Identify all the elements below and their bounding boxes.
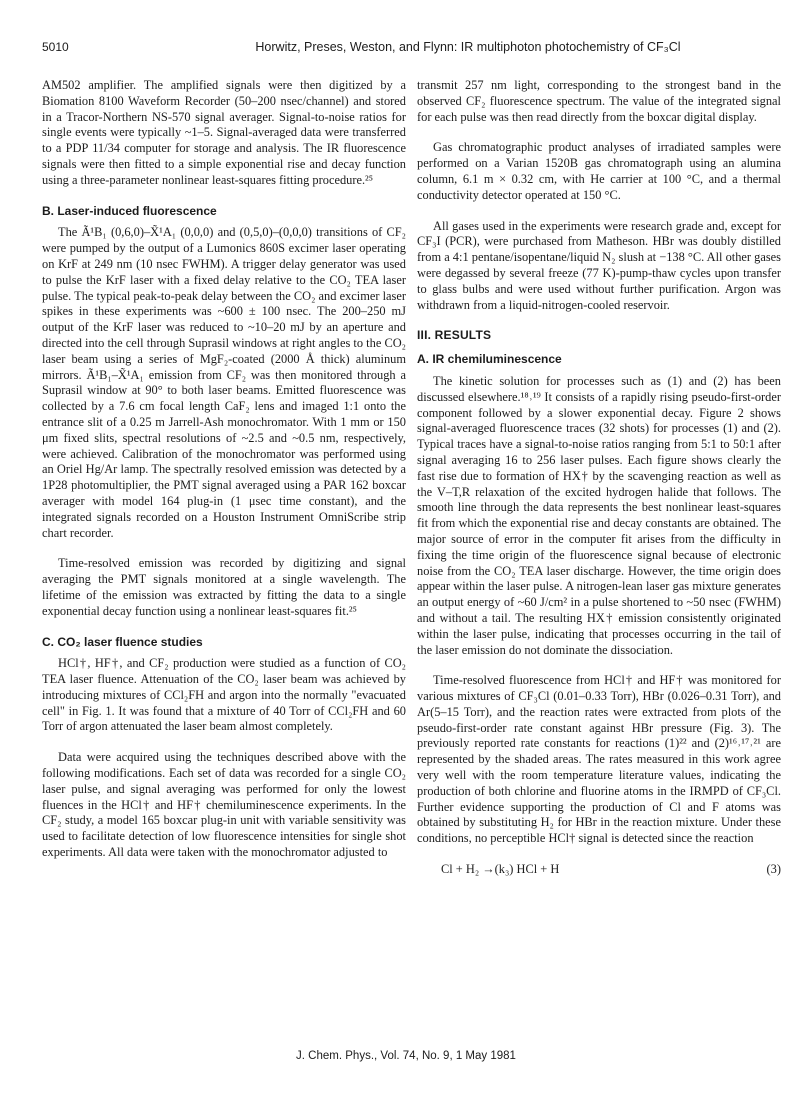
left-column xyxy=(42,78,406,876)
right-column xyxy=(417,78,781,880)
paragraph-transmit: transmit 257 nm light, corresponding to the strongest band in the observed CF₂ fluorescence spectrum. The value of the integrated signal for each pulse was then read directly from the boxcar digital display. xyxy=(417,78,781,124)
page-number: 5010 xyxy=(42,40,69,54)
paragraph-time-resolved: Time-resolved emission was recorded by digitizing and signal averaging the PMT signals monitored at a single wavelength. The lifetime of the emission was extracted by fitting the data to a single exponential decay function using a nonlinear least-squares fit.²⁵ xyxy=(42,556,406,618)
running-title: Horwitz, Preses, Weston, and Flynn: IR multiphoton photochemistry of CF₃Cl xyxy=(255,40,681,54)
paragraph-kinetic-solution: The kinetic solution for processes such as (1) and (2) has been discussed elsewhere.¹⁸˒¹⁹ It consists of a rapidly rising pseudo-first-order component followed by a slower exponential decay. Figure 2 shows signal-averaged fluorescence traces (32 shots) for processes (1) and (2). Typical traces have a signal-to-noise ratios ranging from 5:1 to 50:1 after signal averaging 16 to 256 laser pulses. Each figure shows clearly the fast rise due to formation of HX† by the scavenging reaction as well as the V–T,R relaxation of the excited hydrogen halide that follows. The smooth line through the data represents the best nonlinear least-squares fit from which the exponential rise and decay constants are obtained. The major source of error in the computer fit arises from the difficulty in fixing the time origin of the fluorescence signal because of electronic noise from the CO₂ TEA laser discharge. However, the time origin does appear within the laser pulse. A nitrogen-lean laser gas mixture generates an output energy of ~60 J/cm² in a pulse shortened to ~50 nsec (FWHM) and without a tail. The resulting HX† emission consistently originated within the laser pulse, indicating that processes occurring in the tail of the laser emission do not dominate the dissociation. xyxy=(417,373,781,657)
paragraph-lif-setup: The Ã¹B₁ (0,6,0)–X̃¹A₁ (0,0,0) and (0,5,0)–(0,0,0) transitions of CF₂ were pumped by the output of a Lumonics 860S excimer laser operating on KrF at 249 nm (10 nsec FWHM). A trigger delay generator was used to pulse the KrF laser with a fixed delay relative to the CO₂ TEA laser pulse. The typical peak-to-peak delay between the CO₂ and excimer laser spikes in these experiments was ~600 ± 100 nsec. The 200–250 mJ output of the KrF laser was reduced to ~10–20 mJ by an aperture and directed into the cell through Suprasil windows at right angles to the CO₂ laser beam using a series of MgF₂-coated (2000 Å thick) aluminum mirrors. Ã¹B₁–X̃¹A₁ emission from CF₂ was then monitored through a Suprasil window at 90° to both laser beams. Emitted fluorescence was collected by a 7.6 cm focal length CaF₂ lens and imaged 1:1 onto the entrance slit of a 0.25 m Jarrell-Ash monochromator. With 1 mm or 150 μm fixed slits, spectral resolutions of ~2.5 and ~0.5 nm, respectively, were achieved. Calibration of the monochromator was performed using an Oriel Hg/Ar lamp. The spectrally resolved emission was detected by a 1P28 photomultiplier, the PMT signal averaged using a PAR 162 boxcar averager with model 164 plug-in (1 μsec time constant), and the integrated signals recorded on a Houston Instrument OmniScribe strip chart recorder. xyxy=(42,225,406,540)
paragraph-gas-chromatography: Gas chromatographic product analyses of irradiated samples were performed on a Varian 1520B gas chromatograph using an alumina column, 6.1 m × 0.32 cm, with He carrier at 100 °C, and a thermal conductivity detector operated at 150 °C. xyxy=(417,140,781,202)
equation-number: (3) xyxy=(766,862,781,877)
paragraph-data-acquisition: Data were acquired using the techniques described above with the following modifications. Each set of data was recorded for a single CO₂ laser pulse, and signal averaging was performed for only the lowest fluences in the HCl† and HF† chemiluminescence experiments. In the CF₂ study, a model 165 boxcar plug-in unit with variable sensitivity was used to facilitate detection of low fluorescence intensities for single shot experiments. All data were taken with the monochromator adjusted to xyxy=(42,750,406,860)
heading-laser-induced-fluorescence: B. Laser-induced fluorescence xyxy=(42,203,217,218)
heading-results: III. RESULTS xyxy=(417,328,492,343)
paragraph-time-resolved-fluorescence: Time-resolved fluorescence from HCl† and HF† was monitored for various mixtures of CF₃Cl (0.01–0.33 Torr), HBr (0.026–0.31 Torr), and Ar(5–15 Torr), and the reaction rates were extracted from plots of the pseudo-first-order rate constant against HBr pressure (Fig. 3). The previously reported rate constants for reactions (1)²² and (2)¹⁶˒¹⁷˒²¹ are represented by the shaded areas. The rates measured in this work agree very well with the room temperature literature values, indicating the production of both chlorine and fluorine atoms in the IRMPD of CF₃Cl. Further evidence supporting the production of Cl and F atoms was obtained by substituting H₂ for HBr in the reaction mixture. Under these conditions, no perceptible HCl† signal is detected since the reaction xyxy=(417,673,781,846)
heading-ir-chemiluminescence: A. IR chemiluminescence xyxy=(417,352,562,367)
paragraph-gases: All gases used in the experiments were research grade and, except for CF₃I (PCR), were purchased from Matheson. HBr was doubly distilled from a 4:1 pentane/isopentane/liquid N₂ slush at −138 °C. All other gases were degassed by several freeze (77 K)-pump-thaw cycles upon transfer to glass bulbs and were used without further purification. Argon was withdrawn from a liquid-nitrogen-cooled reservoir. xyxy=(417,218,781,312)
paragraph-amplifier: AM502 amplifier. The amplified signals were then digitized by a Biomation 8100 Waveform Recorder (50–200 nsec/channel) and stored in a Tracor-Northern NS-570 signal averager. Signal-to-noise ratios for single events were typically ~1–5. Signal-averaged data were transferred to a PDP 11/34 computer for storage and analysis. The IR fluorescence signals were then fitted to a simple exponential rise and decay function using a three-parameter nonlinear least-squares fitting procedure.²⁵ xyxy=(42,78,406,187)
equation-body: Cl + H₂ →(k₃) HCl + H xyxy=(441,862,560,877)
equation-3 xyxy=(417,862,781,880)
heading-fluence-studies: C. CO₂ laser fluence studies xyxy=(42,634,203,649)
page-footer-citation: J. Chem. Phys., Vol. 74, No. 9, 1 May 1981 xyxy=(296,1050,516,1062)
page-header xyxy=(42,40,774,56)
paragraph-fluence: HCl†, HF†, and CF₂ production were studied as a function of CO₂ TEA laser fluence. Attenuation of the CO₂ laser beam was achieved by introducing mixtures of CCl₂FH and argon into the normally "evacuated cell" in Fig. 1. It was found that a mixture of 40 Torr of CCl₂FH and 60 Torr of argon attenuated the laser beam almost completely. xyxy=(42,656,406,734)
